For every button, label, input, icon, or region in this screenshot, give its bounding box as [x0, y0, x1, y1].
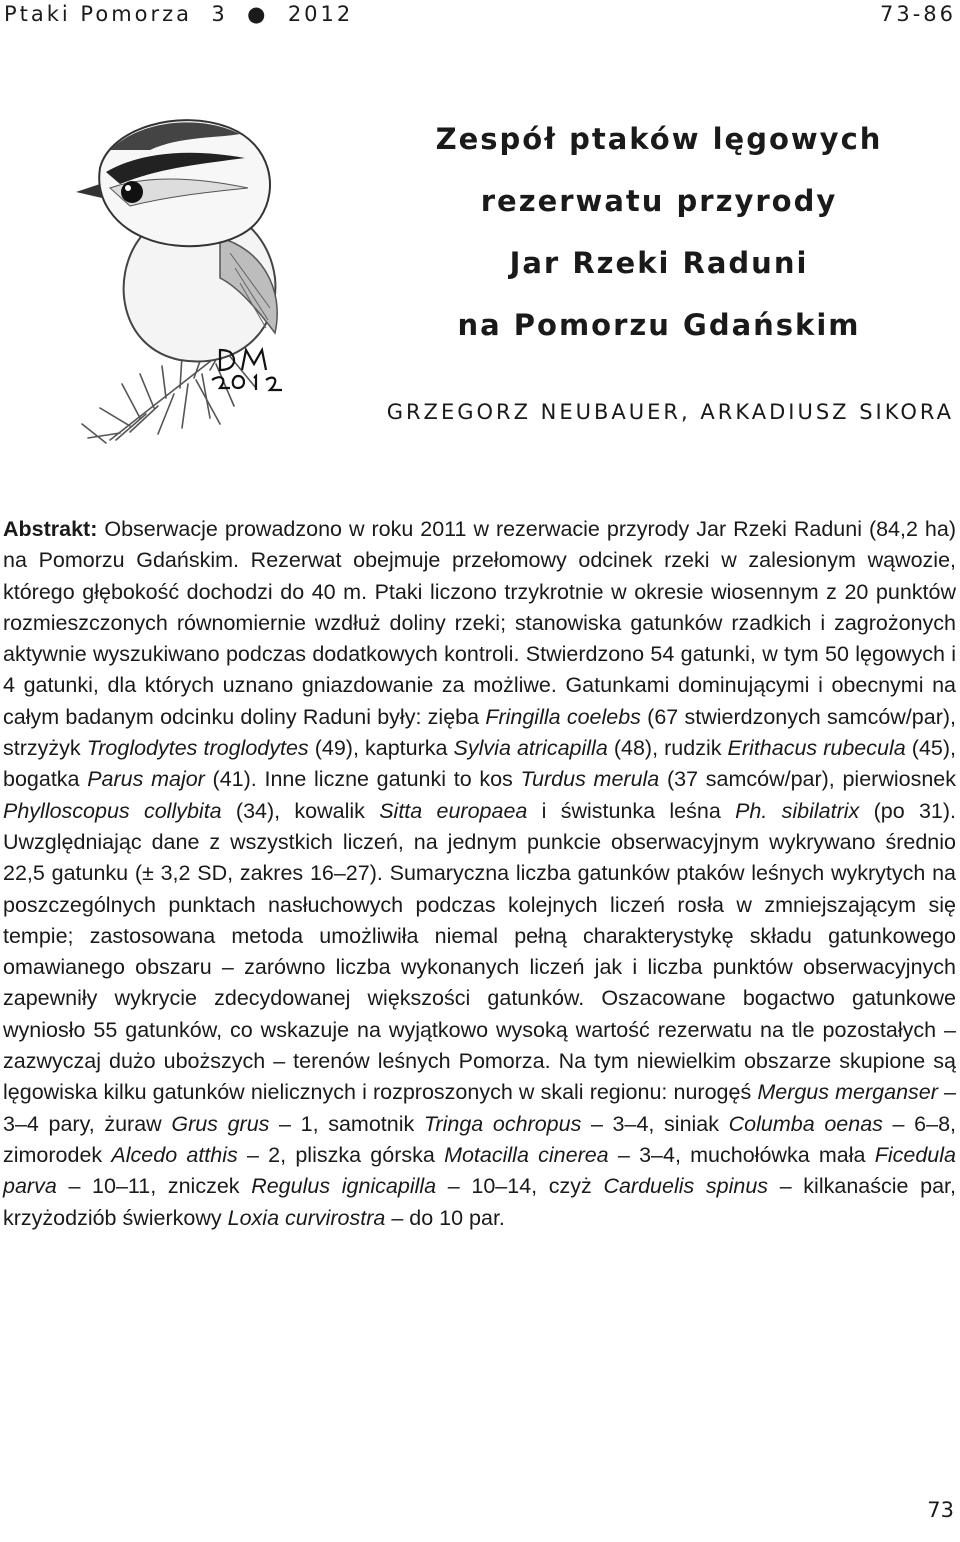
abstract-text: (37 samców/par), pierwiosnek: [659, 767, 957, 792]
title-line: rezerwatu przyrody: [480, 184, 838, 218]
bird-sketch-icon: [70, 88, 330, 448]
species-name: Fringilla coelebs: [485, 704, 641, 729]
species-name: Sitta europaea: [379, 798, 528, 823]
abstract-text: – 3–4, muchołówka mała: [608, 1142, 875, 1167]
abstract-text: (67 stwierdzonych samców/par), strzyżyk: [3, 704, 956, 761]
abstract-text: (po 31). Uwzględniając dane z wszystkich liczeń, na jednym punkcie obserwacyjnym wykrywano średnio 22,5 gatunku (± 3,2 SD, zakres 16–27). Sumaryczna liczba gatunków ptaków leśnych wykrytych na poszczególnych punktach nasłuchowych podczas kolejnych liczeń rosła w zmniejszającym się tempie; zastosowana metoda umożliwiła niemal pełną charakterystykę składu gatunkowego omawianego obszaru – zarówno liczba wykonanych liczeń jak i liczba punktów obserwacyjnych zapewniły wykrycie zdecydowanej większości gatunków. Oszacowane bogactwo gatunkowe wyniosło 55 gatunków, co wskazuje na wyjątkowo wysoką wartość rezerwatu na tle pozostałych – zazwyczaj dużo uboższych – terenów leśnych Pomorza. Na tym niewielkim obszarze skupione są lęgowiska kilku gatunków nielicznych i rozproszonych w skali regionu: nurogęś: [3, 798, 957, 1105]
abstract-text: (41). Inne liczne gatunki to kos: [204, 767, 521, 792]
abstract-paragraph: [3, 514, 956, 1234]
species-name: Parus major: [87, 767, 205, 792]
species-name: Alcedo atthis: [111, 1142, 238, 1167]
species-name: Loxia curvirostra: [227, 1205, 386, 1230]
species-name: Erithacus rubecula: [727, 736, 906, 761]
abstract-text: – kilkanaście par, krzyżodziób świerkowy: [3, 1174, 956, 1230]
abstract-text: – 3–4, siniak: [581, 1111, 729, 1136]
species-name: Columba oenas: [728, 1111, 883, 1136]
abstract-text: (49), kapturka: [308, 736, 454, 761]
abstract-label: Abstrakt:: [3, 517, 98, 541]
species-name: Ficedula parva: [3, 1142, 956, 1199]
species-name: Carduelis spinus: [603, 1174, 769, 1199]
abstract-text: – 3–4 pary, żuraw: [3, 1080, 956, 1136]
abstract-body: [3, 517, 956, 1230]
running-head: [0, 0, 960, 32]
article-title: [400, 108, 918, 356]
species-name: Phylloscopus collybita: [3, 798, 222, 823]
abstract-text: (48), rudzik: [607, 736, 728, 761]
page-range: 73-86: [879, 2, 956, 26]
abstract-text: (45), bogatka: [3, 736, 956, 792]
title-line: Jar Rzeki Raduni: [509, 246, 809, 280]
species-name: Tringa ochropus: [423, 1111, 582, 1136]
species-name: Regulus ignicapilla: [251, 1174, 437, 1199]
species-name: Motacilla cinerea: [444, 1142, 609, 1167]
species-name: Grus grus: [171, 1111, 270, 1136]
abstract-text: (34), kowalik: [221, 798, 380, 823]
abstract-text: – 10–14, czyż: [436, 1174, 604, 1199]
abstract-text: – 1, samotnik: [269, 1111, 424, 1136]
abstract-text: – 2, pliszka górska: [237, 1142, 445, 1167]
species-name: Mergus merganser: [757, 1080, 938, 1105]
abstract-text: – 6–8, zimorodek: [3, 1111, 956, 1167]
abstract-text: – 10–11, zniczek: [56, 1174, 252, 1199]
abstract-text: – do 10 par.: [385, 1205, 505, 1230]
title-line: na Pomorzu Gdańskim: [457, 308, 861, 342]
abstract-text: i świstunka leśna: [527, 798, 736, 823]
authors: GRZEGORZ NEUBAUER, ARKADIUSZ SIKORA: [386, 400, 954, 424]
species-name: Troglodytes troglodytes: [86, 736, 309, 761]
abstract-text: Obserwacje prowadzono w roku 2011 w rezerwacie przyrody Jar Rzeki Raduni (84,2 ha) na Pomorzu Gdańskim. Rezerwat obejmuje przełomowy odcinek rzeki w zalesionym wąwozie, którego głębokość dochodzi do 40 m. Ptaki liczono trzykrotnie w okresie wiosennym z 20 punktów rozmieszczonych równomiernie wzdłuż doliny rzeki; stanowiska gatunków rzadkich i zagrożonych aktywnie wyszukiwano podczas dodatkowych kontroli. Stwierdzono 54 gatunki, w tym 50 lęgowych i 4 gatunki, dla których uznano gniazdowanie za możliwe. Gatunkami dominującymi i obecnymi na całym badanym odcinku doliny Raduni były: zięba: [3, 517, 956, 729]
species-name: Turdus merula: [520, 767, 660, 792]
journal-citation: Ptaki Pomorza 3 ● 2012: [4, 2, 354, 26]
title-line: Zespół ptaków lęgowych: [435, 122, 883, 156]
species-name: Ph. sibilatrix: [735, 798, 860, 823]
species-name: Sylvia atricapilla: [453, 736, 608, 761]
page-number: 73: [927, 1498, 954, 1522]
